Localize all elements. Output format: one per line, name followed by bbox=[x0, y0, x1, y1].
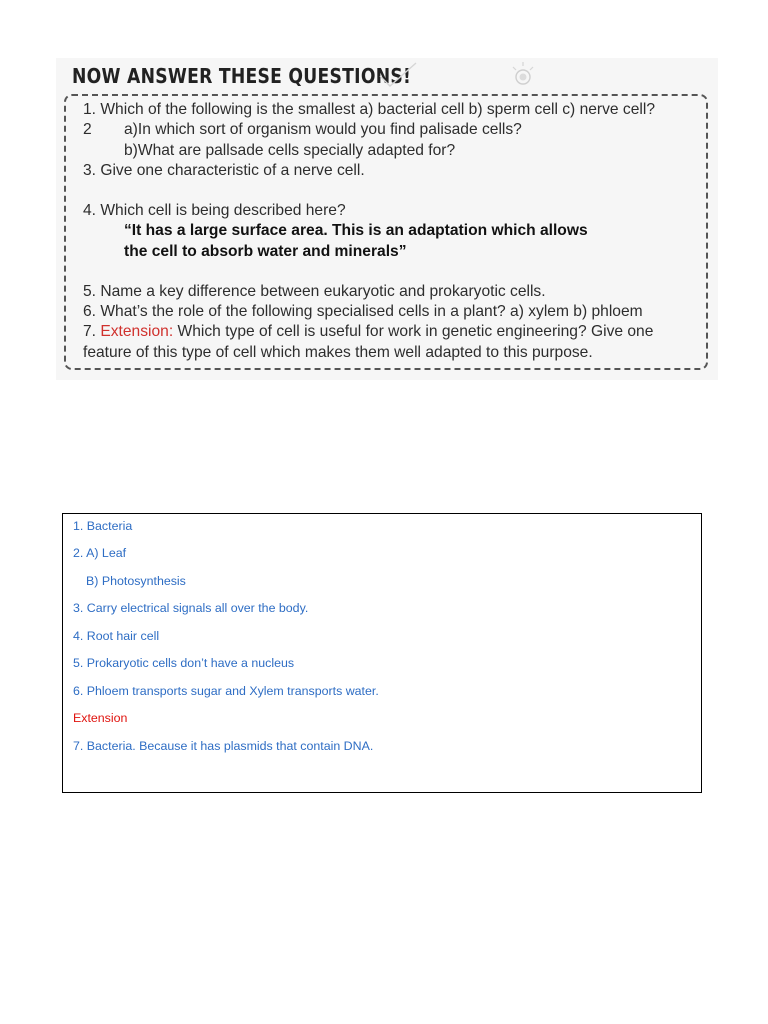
answer-extension-heading: Extension bbox=[73, 711, 128, 725]
answer-4: 4. Root hair cell bbox=[73, 629, 160, 643]
answer-5: 5. Prokaryotic cells don’t have a nucleus bbox=[73, 656, 295, 670]
worksheet-title: NOW ANSWER THESE QUESTIONS! bbox=[72, 64, 412, 88]
question-4: 4. Which cell is being described here? bbox=[83, 202, 346, 219]
question-2a: a)In which sort of organism would you find palisade cells? bbox=[124, 121, 522, 138]
answer-7: 7. Bacteria. Because it has plasmids that contain DNA. bbox=[73, 739, 374, 753]
lightbulb-doodle-icon bbox=[508, 60, 538, 90]
checkmark-doodle-icon bbox=[376, 60, 420, 90]
question-4-quote-line-2: the cell to absorb water and minerals” bbox=[124, 243, 407, 260]
answer-3: 3. Carry electrical signals all over the body. bbox=[73, 601, 309, 615]
question-1: 1. Which of the following is the smallest a) bacterial cell b) sperm cell c) nerve cell? bbox=[83, 101, 655, 118]
question-3: 3. Give one characteristic of a nerve cell. bbox=[83, 162, 365, 179]
worksheet-image bbox=[56, 58, 718, 380]
answer-1: 1. Bacteria bbox=[73, 519, 133, 533]
question-7 bbox=[83, 322, 653, 342]
question-7-text-line-2: feature of this type of cell which makes them well adapted to this purpose. bbox=[83, 344, 593, 361]
question-6: 6. What’s the role of the following specialised cells in a plant? a) xylem b) phloem bbox=[83, 303, 643, 320]
question-2b: b)What are pallsade cells specially adapted for? bbox=[124, 142, 456, 159]
answers-box bbox=[62, 513, 702, 793]
question-7-text: Which type of cell is useful for work in genetic engineering? Give one bbox=[177, 323, 654, 340]
question-7-number: 7. bbox=[83, 323, 97, 340]
answer-6: 6. Phloem transports sugar and Xylem transports water. bbox=[73, 684, 379, 698]
answer-2a: 2. A) Leaf bbox=[73, 546, 127, 560]
question-5: 5. Name a key difference between eukaryotic and prokaryotic cells. bbox=[83, 283, 546, 300]
question-7-extension-label: Extension: bbox=[100, 323, 174, 340]
answer-2b: B) Photosynthesis bbox=[86, 574, 186, 588]
question-2-number: 2 bbox=[83, 121, 92, 138]
question-4-quote-line-1: “It has a large surface area. This is an adaptation which allows bbox=[124, 222, 588, 239]
